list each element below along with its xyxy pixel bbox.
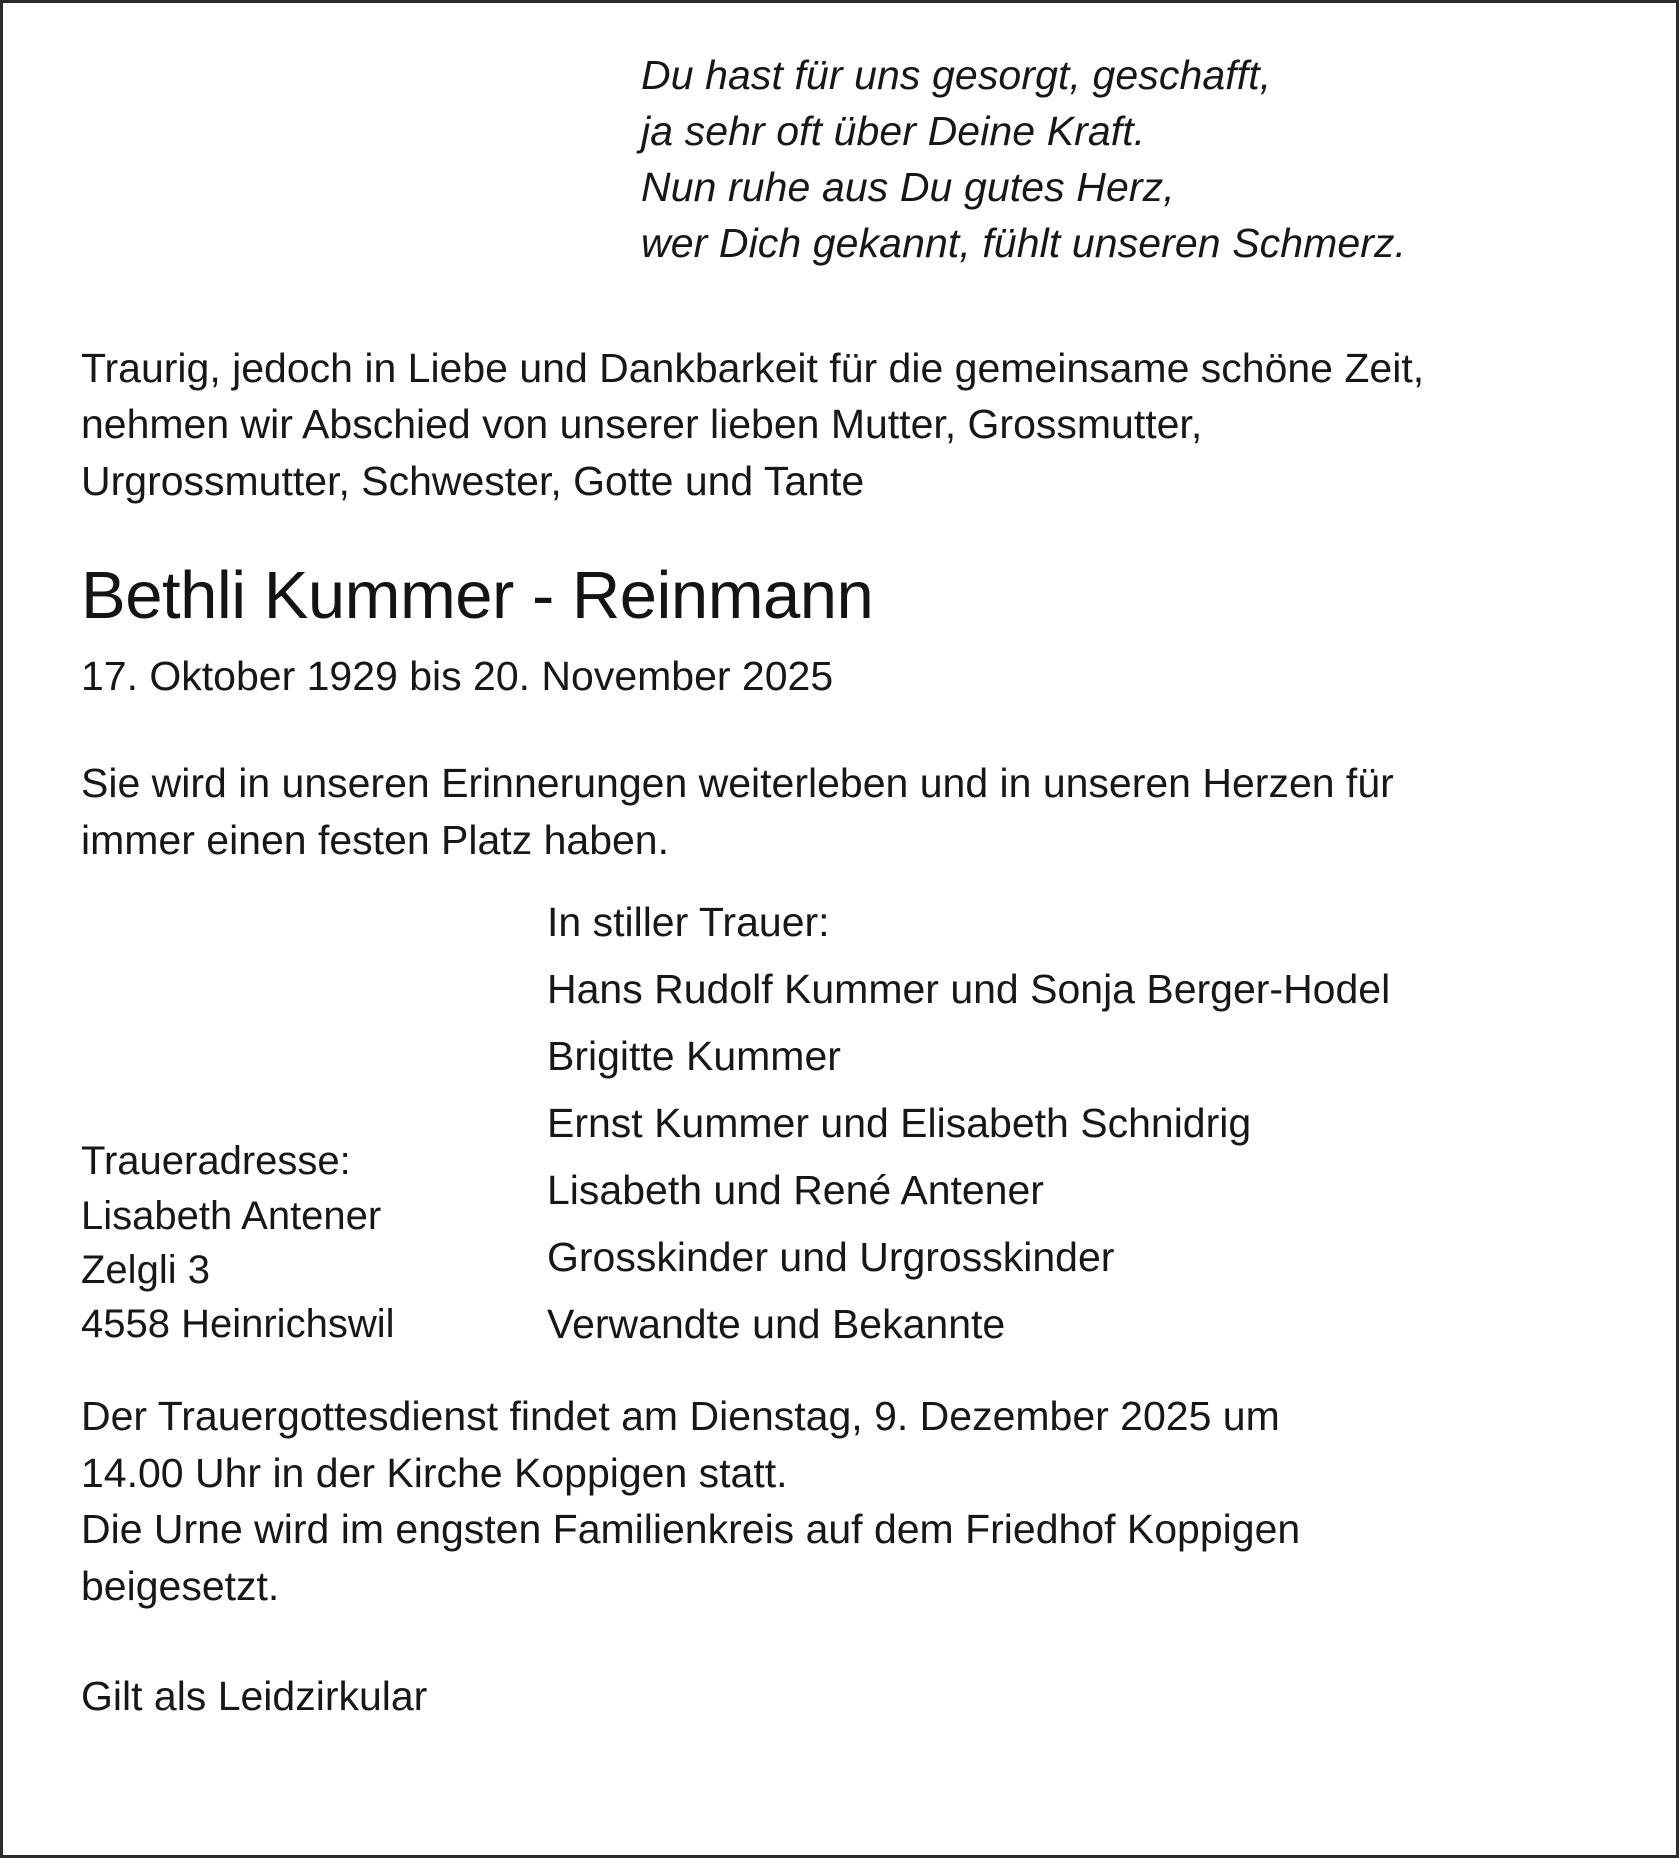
mourner-entry: Ernst Kummer und Elisabeth Schnidrig <box>547 1100 1252 1147</box>
poem-line-3: Nun ruhe aus Du gutes Herz, <box>641 164 1175 211</box>
service-line-1: Der Trauergottesdienst findet am Dienstag, 9. Dezember 2025 um <box>81 1393 1280 1440</box>
mourner-entry: Lisabeth und René Antener <box>547 1167 1044 1214</box>
mourning-address-name: Lisabeth Antener <box>81 1193 382 1238</box>
deceased-name: Bethli Kummer - Reinmann <box>81 558 874 634</box>
mourner-entry: Verwandte und Bekannte <box>547 1301 1006 1348</box>
mourner-entry: Brigitte Kummer <box>547 1033 841 1080</box>
intro-line-1: Traurig, jedoch in Liebe und Dankbarkeit für die gemeinsame schöne Zeit, <box>81 344 1425 391</box>
service-line-3: Die Urne wird im engsten Familienkreis auf dem Friedhof Koppigen <box>81 1506 1301 1553</box>
mourning-address-city: 4558 Heinrichswil <box>81 1302 395 1347</box>
service-line-4: beigesetzt. <box>81 1562 280 1609</box>
notice-content <box>3 3 1676 1855</box>
mourning-address-label: Traueradresse: <box>81 1139 351 1184</box>
mourners-heading: In stiller Trauer: <box>547 899 830 946</box>
intro-line-2: nehmen wir Abschied von unserer lieben Mutter, Grossmutter, <box>81 401 1203 448</box>
service-details <box>81 1388 1632 1614</box>
poem-line-1: Du hast für uns gesorgt, geschafft, <box>641 52 1272 98</box>
mourning-address-street: Zelgli 3 <box>81 1247 210 1292</box>
intro-paragraph <box>81 340 1621 510</box>
life-dates: 17. Oktober 1929 bis 20. November 2025 <box>81 652 834 699</box>
service-line-2: 14.00 Uhr in der Kirche Koppigen statt. <box>81 1449 788 1496</box>
memory-paragraph <box>81 755 1632 868</box>
memorial-poem <box>641 47 1632 272</box>
intro-line-3: Urgrossmutter, Schwester, Gotte und Tante <box>81 457 865 504</box>
mourning-address-block <box>81 1134 394 1352</box>
poem-line-2: ja sehr oft über Deine Kraft. <box>641 108 1146 155</box>
poem-line-4: wer Dich gekannt, fühlt unseren Schmerz. <box>641 220 1407 267</box>
mourners-list <box>547 899 1391 1348</box>
memory-line-2: immer einen festen Platz haben. <box>81 816 669 863</box>
mourner-entry: Hans Rudolf Kummer und Sonja Berger-Hodel <box>547 966 1391 1013</box>
middle-section <box>81 899 1632 1348</box>
memory-line-1: Sie wird in unseren Erinnerungen weiterleben und in unseren Herzen für <box>81 760 1394 806</box>
mourner-entry: Grosskinder und Urgrosskinder <box>547 1234 1115 1281</box>
closing-note: Gilt als Leidzirkular <box>81 1673 428 1720</box>
